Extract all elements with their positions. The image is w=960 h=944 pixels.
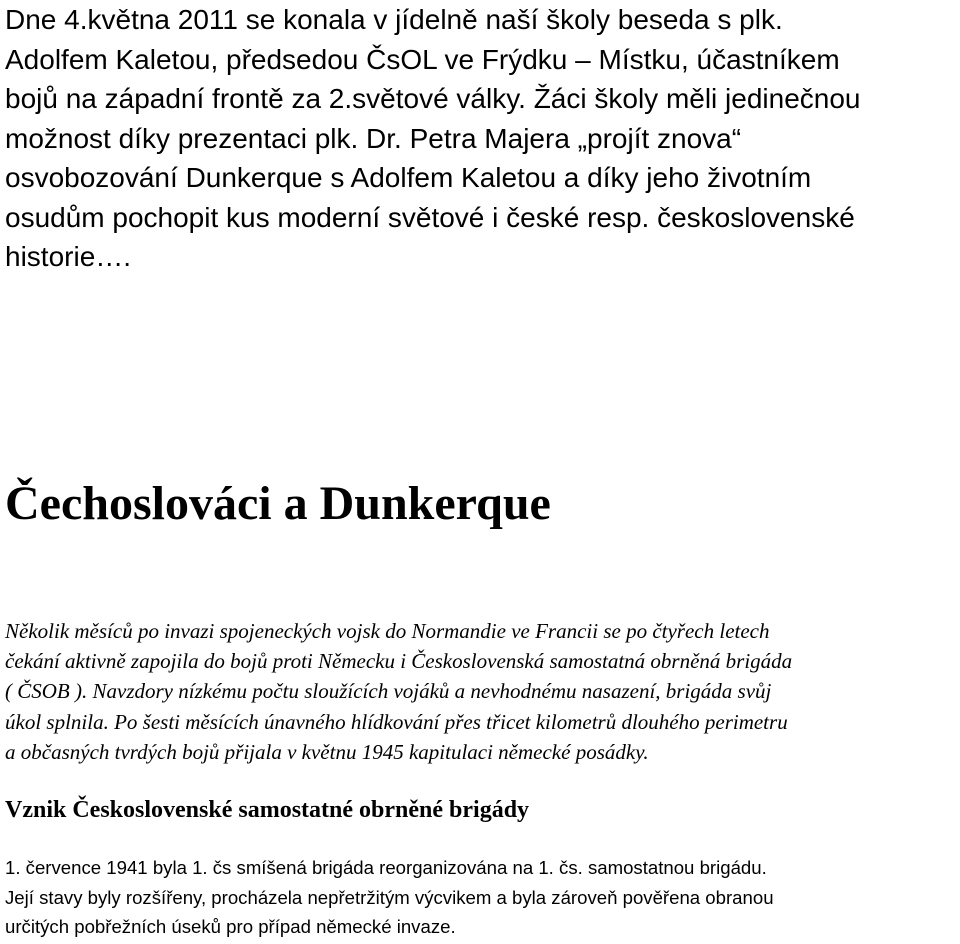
intro-line: osudům pochopit kus moderní světové i české resp. československé — [5, 201, 855, 233]
intro-line: bojů na západní frontě za 2.světové války. Žáci školy měli jedinečnou — [5, 83, 861, 114]
section-heading: Vznik Československé samostatné obrněné brigády — [5, 797, 530, 823]
intro-line: historie…. — [5, 241, 132, 272]
lead-line: ( ČSOB ). Navzdory nízkému počtu sloužících vojáků a nevhodnému nasazení, brigáda svůj — [5, 679, 772, 704]
lead-line: Několik měsíců po invazi spojeneckých vojsk do Normandie ve Francii se po čtyřech letech — [5, 619, 770, 643]
lead-line: čekání aktivně zapojila do bojů proti Německu i Československá samostatná obrněná brigáda — [5, 649, 793, 674]
intro-line: osvobozování Dunkerque s Adolfem Kaletou a díky jeho životním — [5, 162, 812, 193]
intro-line: Adolfem Kaletou, předsedou ČsOL ve Frýdku – Místku, účastníkem — [5, 43, 840, 75]
body-line: určitých pobřežních úseků pro případ německé invaze. — [5, 916, 456, 937]
lead-line: úkol splnila. Po šesti měsících únavného hlídkování přes třicet kilometrů dlouhého perimetru — [5, 709, 788, 734]
intro-line: možnost díky prezentaci plk. Dr. Petra Majera „projít znova“ — [5, 122, 742, 154]
body-line: Její stavy byly rozšířeny, procházela nepřetržitým výcvikem a byla zároveň pověřena obranou — [5, 886, 774, 908]
article-lead-paragraph — [5, 616, 960, 767]
lead-line: a občasných tvrdých bojů přijala v květnu 1945 kapitulaci německé posádky. — [5, 739, 649, 764]
body-line: 1. července 1941 byla 1. čs smíšená brigáda reorganizována na 1. čs. samostatnou brigádu. — [5, 857, 767, 878]
article-title: Čechoslováci a Dunkerque — [5, 477, 551, 530]
intro-paragraph — [5, 0, 955, 277]
section-body-paragraph — [5, 853, 960, 942]
intro-line: Dne 4.května 2011 se konala v jídelně naší školy beseda s plk. — [5, 4, 783, 35]
